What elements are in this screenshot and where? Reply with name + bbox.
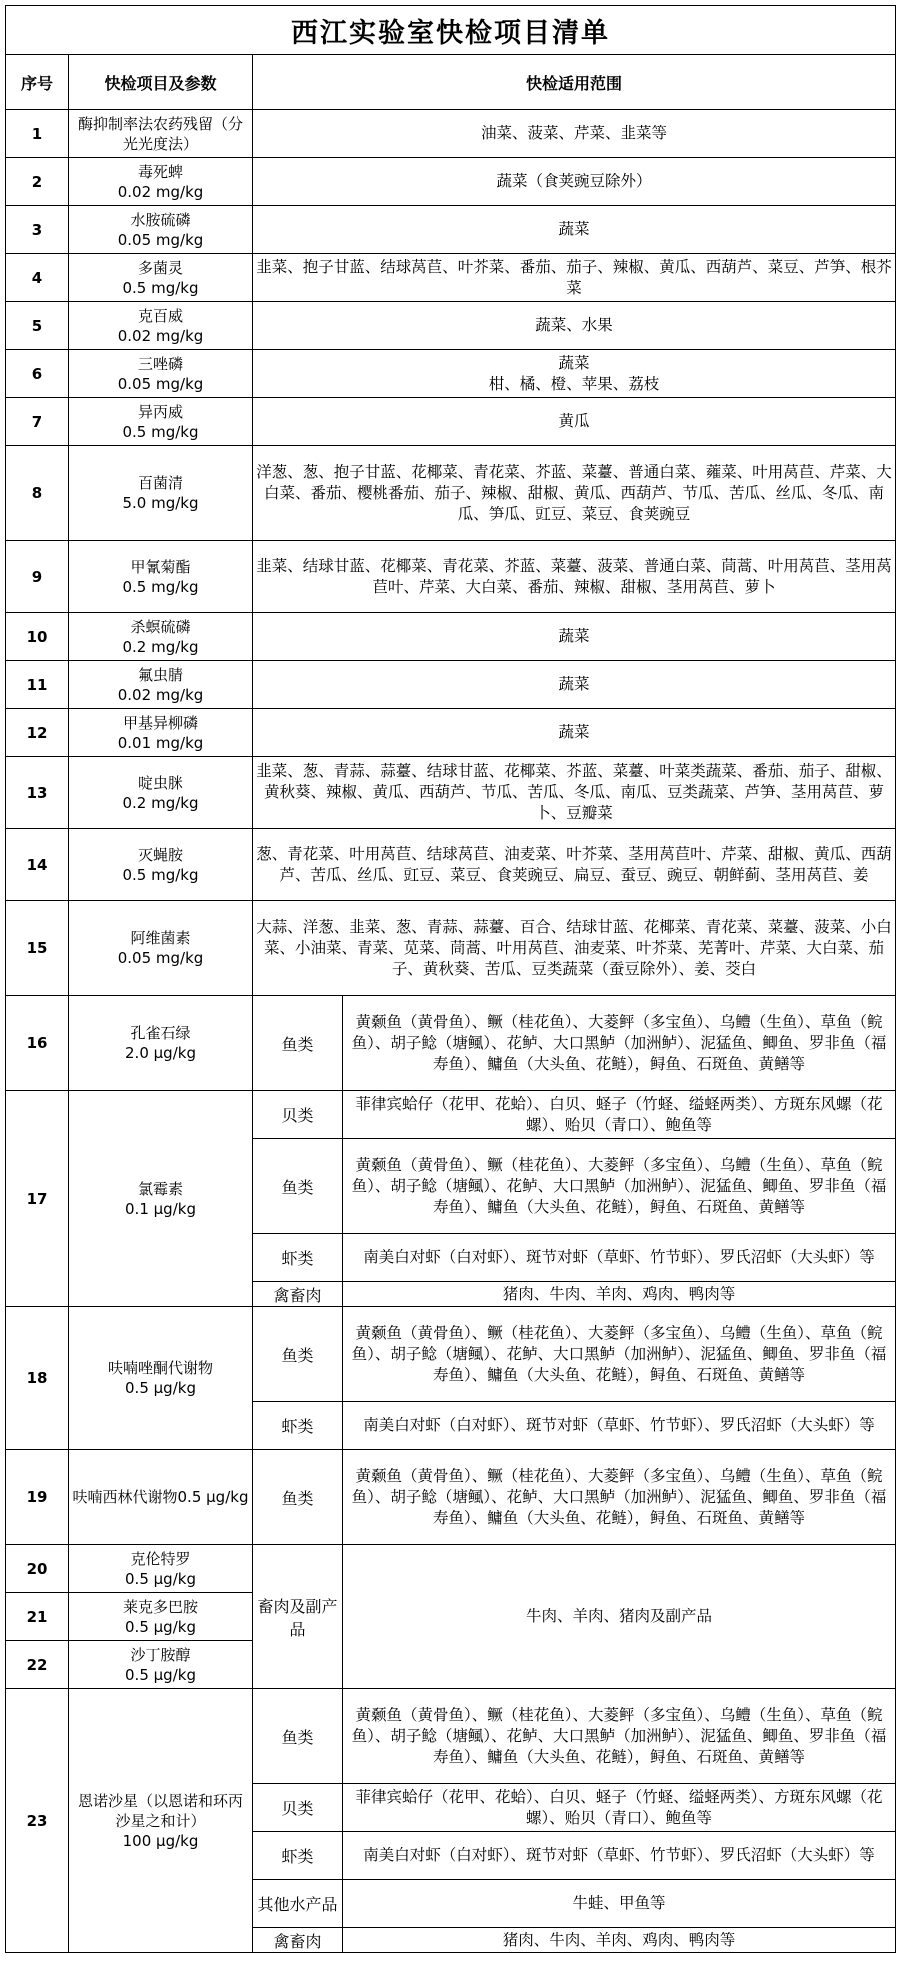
scope-text: 猪肉、牛肉、羊肉、鸡肉、鸭肉等 xyxy=(343,1928,896,1953)
table-row xyxy=(6,709,896,757)
scope-text: 蔬菜 xyxy=(253,206,896,254)
row-number: 2 xyxy=(6,158,69,206)
item-name: 百菌清 xyxy=(137,474,183,492)
scope-text-2: 柑、橘、橙、苹果、荔枝 xyxy=(488,374,660,393)
item-cell xyxy=(69,541,253,613)
item-cell xyxy=(69,1307,253,1450)
scope-text: 黄颡鱼（黄骨鱼）、鳜（桂花鱼）、大菱鲆（多宝鱼）、乌鳢（生鱼）、草鱼（鲩鱼）、胡子鲶（塘鲺）、花鲈、大口黑鲈（加洲鲈）、泥猛鱼、鲫鱼、罗非鱼（福寿鱼）、鳙鱼（大头鱼、花鲢），鲟鱼、石斑鱼、黄鳝等 xyxy=(343,1689,896,1784)
item-limit: 2.0 μg/kg xyxy=(125,1044,196,1062)
scope-text: 蔬菜（食荚豌豆除外） xyxy=(253,158,896,206)
row-number: 12 xyxy=(6,709,69,757)
item-cell xyxy=(69,613,253,661)
item-cell xyxy=(69,158,253,206)
item-limit: 0.5 mg/kg xyxy=(122,422,199,441)
category-label: 禽畜肉 xyxy=(253,1928,343,1953)
category-label: 其他水产品 xyxy=(253,1880,343,1928)
table-row xyxy=(6,158,896,206)
item-name: 多菌灵 xyxy=(137,258,183,277)
item-cell xyxy=(69,661,253,709)
row-number: 21 xyxy=(6,1593,69,1641)
item-cell xyxy=(69,757,253,829)
row-number: 9 xyxy=(6,541,69,613)
table-row xyxy=(6,1307,896,1402)
row-number: 18 xyxy=(6,1307,69,1450)
row-number: 5 xyxy=(6,302,69,350)
row-number: 1 xyxy=(6,110,69,158)
table-row xyxy=(6,901,896,996)
scope-text: 黄颡鱼（黄骨鱼）、鳜（桂花鱼）、大菱鲆（多宝鱼）、乌鳢（生鱼）、草鱼（鲩鱼）、胡子鲶（塘鲺）、花鲈、大口黑鲈（加洲鲈）、泥猛鱼、鲫鱼、罗非鱼（福寿鱼）、鳙鱼（大头鱼、花鲢），鲟鱼、石斑鱼、黄鳝等 xyxy=(343,1450,896,1545)
item-cell xyxy=(69,996,253,1091)
item-limit: 100 μg/kg xyxy=(122,1831,199,1850)
item-name: 甲基异柳磷 xyxy=(122,713,198,732)
table-row xyxy=(6,398,896,446)
scope-text: 蔬菜 xyxy=(253,613,896,661)
item-limit: 0.05 mg/kg xyxy=(117,230,204,249)
row-number: 10 xyxy=(6,613,69,661)
scope-text: 黄颡鱼（黄骨鱼）、鳜（桂花鱼）、大菱鲆（多宝鱼）、乌鳢（生鱼）、草鱼（鲩鱼）、胡子鲶（塘鲺）、花鲈、大口黑鲈（加洲鲈）、泥猛鱼、鲫鱼、罗非鱼（福寿鱼）、鳙鱼（大头鱼、花鲢），鲟鱼、石斑鱼、黄鳝等 xyxy=(343,1139,896,1234)
scope-text: 黄瓜 xyxy=(253,398,896,446)
item-cell xyxy=(69,350,253,398)
item-name: 甲氰菊酯 xyxy=(130,557,191,576)
item-cell xyxy=(69,1091,253,1307)
row-number: 3 xyxy=(6,206,69,254)
category-label: 贝类 xyxy=(253,1784,343,1832)
table-row xyxy=(6,1689,896,1784)
table-row xyxy=(6,1091,896,1139)
table-row xyxy=(6,541,896,613)
item-name: 氯霉素 xyxy=(137,1179,183,1198)
category-label: 鱼类 xyxy=(253,1307,343,1402)
item-name: 毒死蜱 xyxy=(137,162,183,181)
table-row xyxy=(6,254,896,302)
item-name: 沙丁胺醇 xyxy=(130,1645,191,1664)
scope-text: 韭菜、抱子甘蓝、结球莴苣、叶芥菜、番茄、茄子、辣椒、黄瓜、西葫芦、菜豆、芦笋、根芥菜 xyxy=(253,254,896,302)
item-cell xyxy=(69,1545,253,1593)
table-row xyxy=(6,1545,896,1593)
item-name: 恩诺沙星（以恩诺和环丙沙星之和计） xyxy=(77,1791,243,1830)
item-name: 酶抑制率法农药残留（分光光度法） xyxy=(69,110,253,158)
table-row xyxy=(6,350,896,398)
item-name: 莱克多巴胺 xyxy=(122,1597,198,1616)
item-limit: 0.5 μg/kg xyxy=(125,1569,196,1588)
item-cell xyxy=(69,1593,253,1641)
table-row xyxy=(6,1450,896,1545)
item-cell xyxy=(69,398,253,446)
item-name: 呋喃西林代谢物0.5 μg/kg xyxy=(69,1450,253,1545)
item-limit: 0.05 mg/kg xyxy=(117,949,204,967)
page-title: 西江实验室快检项目清单 xyxy=(6,6,896,55)
item-cell xyxy=(69,901,253,996)
item-limit: 0.5 μg/kg xyxy=(125,1617,196,1636)
item-name: 杀螟硫磷 xyxy=(130,617,191,636)
category-label: 禽畜肉 xyxy=(253,1282,343,1307)
row-number: 20 xyxy=(6,1545,69,1593)
row-number: 23 xyxy=(6,1689,69,1953)
item-cell xyxy=(69,302,253,350)
category-label: 鱼类 xyxy=(253,1450,343,1545)
item-limit: 0.1 μg/kg xyxy=(125,1199,196,1218)
item-limit: 5.0 mg/kg xyxy=(122,494,199,512)
item-limit: 0.5 μg/kg xyxy=(125,1665,196,1684)
category-label: 畜肉及副产品 xyxy=(253,1545,343,1689)
row-number: 16 xyxy=(6,996,69,1091)
item-cell xyxy=(69,709,253,757)
item-name: 孔雀石绿 xyxy=(130,1024,191,1042)
scope-text: 蔬菜 xyxy=(253,709,896,757)
row-number: 4 xyxy=(6,254,69,302)
row-number: 6 xyxy=(6,350,69,398)
item-limit: 0.02 mg/kg xyxy=(117,326,204,345)
table-row xyxy=(6,829,896,901)
item-name: 灭蝇胺 xyxy=(137,845,183,864)
scope-text: 南美白对虾（白对虾）、斑节对虾（草虾、竹节虾）、罗氏沼虾（大头虾）等 xyxy=(343,1832,896,1880)
item-limit: 0.5 μg/kg xyxy=(125,1379,196,1397)
item-name: 啶虫脒 xyxy=(137,773,183,792)
category-label: 鱼类 xyxy=(253,1689,343,1784)
item-limit: 0.5 mg/kg xyxy=(122,278,199,297)
item-limit: 0.02 mg/kg xyxy=(117,182,204,201)
table-row xyxy=(6,613,896,661)
item-cell xyxy=(69,1641,253,1689)
scope-cell xyxy=(253,350,896,398)
scope-text: 南美白对虾（白对虾）、斑节对虾（草虾、竹节虾）、罗氏沼虾（大头虾）等 xyxy=(343,1402,896,1450)
category-label: 鱼类 xyxy=(253,996,343,1091)
item-name: 三唑磷 xyxy=(137,354,183,373)
item-name: 水胺硫磷 xyxy=(130,210,191,229)
scope-text: 大蒜、洋葱、韭菜、葱、青蒜、蒜薹、百合、结球甘蓝、花椰菜、青花菜、菜薹、菠菜、小白菜、小油菜、青菜、苋菜、茼蒿、叶用莴苣、油麦菜、叶芥菜、芜菁叶、芹菜、大白菜、茄子、黄秋葵、苦瓜、豆类蔬菜（蚕豆除外）、姜、茭白 xyxy=(253,901,896,996)
category-label: 贝类 xyxy=(253,1091,343,1139)
category-label: 虾类 xyxy=(253,1402,343,1450)
item-cell xyxy=(69,829,253,901)
header-item: 快检项目及参数 xyxy=(69,55,253,110)
scope-text: 牛蛙、甲鱼等 xyxy=(343,1880,896,1928)
category-label: 鱼类 xyxy=(253,1139,343,1234)
row-number: 11 xyxy=(6,661,69,709)
row-number: 15 xyxy=(6,901,69,996)
scope-text: 蔬菜 xyxy=(253,661,896,709)
item-limit: 0.2 mg/kg xyxy=(122,637,199,656)
item-limit: 0.5 mg/kg xyxy=(122,865,199,884)
item-name: 异丙威 xyxy=(137,402,183,421)
scope-text: 黄颡鱼（黄骨鱼）、鳜（桂花鱼）、大菱鲆（多宝鱼）、乌鳢（生鱼）、草鱼（鲩鱼）、胡子鲶（塘鲺）、花鲈、大口黑鲈（加洲鲈）、泥猛鱼、鲫鱼、罗非鱼（福寿鱼）、鳙鱼（大头鱼、花鲢），鲟鱼、石斑鱼、黄鳝等 xyxy=(343,996,896,1091)
item-name: 克百威 xyxy=(137,306,183,325)
table-row xyxy=(6,996,896,1091)
table-row xyxy=(6,757,896,829)
scope-text: 南美白对虾（白对虾）、斑节对虾（草虾、竹节虾）、罗氏沼虾（大头虾）等 xyxy=(343,1234,896,1282)
item-name: 呋喃唑酮代谢物 xyxy=(107,1359,213,1377)
item-limit: 0.5 mg/kg xyxy=(122,577,199,596)
row-number: 19 xyxy=(6,1450,69,1545)
scope-text: 猪肉、牛肉、羊肉、鸡肉、鸭肉等 xyxy=(343,1282,896,1307)
header-no: 序号 xyxy=(6,55,69,110)
table-row xyxy=(6,110,896,158)
row-number: 7 xyxy=(6,398,69,446)
item-limit: 0.01 mg/kg xyxy=(117,733,204,752)
scope-text: 韭菜、结球甘蓝、花椰菜、青花菜、芥蓝、菜薹、菠菜、普通白菜、茼蒿、叶用莴苣、茎用莴苣叶、芹菜、大白菜、番茄、辣椒、甜椒、茎用莴苣、萝卜 xyxy=(253,541,896,613)
scope-text: 葱、青花菜、叶用莴苣、结球莴苣、油麦菜、叶芥菜、茎用莴苣叶、芹菜、甜椒、黄瓜、西葫芦、苦瓜、丝瓜、豇豆、菜豆、食荚豌豆、扁豆、蚕豆、豌豆、朝鲜蓟、茎用莴苣、姜 xyxy=(253,829,896,901)
scope-text: 菲律宾蛤仔（花甲、花蛤）、白贝、蛏子（竹蛏、缢蛏两类）、方斑东风螺（花螺）、贻贝（青口）、鲍鱼等 xyxy=(343,1784,896,1832)
category-label: 虾类 xyxy=(253,1234,343,1282)
row-number: 14 xyxy=(6,829,69,901)
table-row xyxy=(6,302,896,350)
scope-text: 黄颡鱼（黄骨鱼）、鳜（桂花鱼）、大菱鲆（多宝鱼）、乌鳢（生鱼）、草鱼（鲩鱼）、胡子鲶（塘鲺）、花鲈、大口黑鲈（加洲鲈）、泥猛鱼、鲫鱼、罗非鱼（福寿鱼）、鳙鱼（大头鱼、花鲢），鲟鱼、石斑鱼、黄鳝等 xyxy=(343,1307,896,1402)
row-number: 22 xyxy=(6,1641,69,1689)
scope-text: 洋葱、葱、抱子甘蓝、花椰菜、青花菜、芥蓝、菜薹、普通白菜、蕹菜、叶用莴苣、芹菜、大白菜、番茄、樱桃番茄、茄子、辣椒、甜椒、黄瓜、西葫芦、节瓜、苦瓜、丝瓜、冬瓜、南瓜、笋瓜、豇豆、菜豆、食荚豌豆 xyxy=(253,446,896,541)
checklist-sheet xyxy=(5,5,895,1953)
row-number: 8 xyxy=(6,446,69,541)
row-number: 17 xyxy=(6,1091,69,1307)
item-cell xyxy=(69,206,253,254)
item-name: 阿维菌素 xyxy=(130,929,191,947)
item-cell xyxy=(69,446,253,541)
item-limit: 0.05 mg/kg xyxy=(117,374,204,393)
header-scope: 快检适用范围 xyxy=(253,55,896,110)
scope-text: 蔬菜 xyxy=(558,353,590,372)
row-number: 13 xyxy=(6,757,69,829)
table-row xyxy=(6,206,896,254)
item-cell xyxy=(69,254,253,302)
item-limit: 0.02 mg/kg xyxy=(117,685,204,704)
item-cell xyxy=(69,1689,253,1953)
table-row xyxy=(6,446,896,541)
item-name: 克伦特罗 xyxy=(130,1549,191,1568)
category-label: 虾类 xyxy=(253,1832,343,1880)
scope-text: 菲律宾蛤仔（花甲、花蛤）、白贝、蛏子（竹蛏、缢蛏两类）、方斑东风螺（花螺）、贻贝（青口）、鲍鱼等 xyxy=(343,1091,896,1139)
item-limit: 0.2 mg/kg xyxy=(122,793,199,812)
item-name: 氟虫腈 xyxy=(137,665,183,684)
scope-text: 油菜、菠菜、芹菜、韭菜等 xyxy=(253,110,896,158)
checklist-table xyxy=(5,5,896,1953)
scope-text: 蔬菜、水果 xyxy=(253,302,896,350)
scope-text: 韭菜、葱、青蒜、蒜薹、结球甘蓝、花椰菜、芥蓝、菜薹、叶菜类蔬菜、番茄、茄子、甜椒、黄秋葵、辣椒、黄瓜、西葫芦、节瓜、苦瓜、冬瓜、南瓜、豆类蔬菜、芦笋、茎用莴苣、萝卜、豆瓣菜 xyxy=(253,757,896,829)
table-row xyxy=(6,661,896,709)
scope-text: 牛肉、羊肉、猪肉及副产品 xyxy=(343,1545,896,1689)
